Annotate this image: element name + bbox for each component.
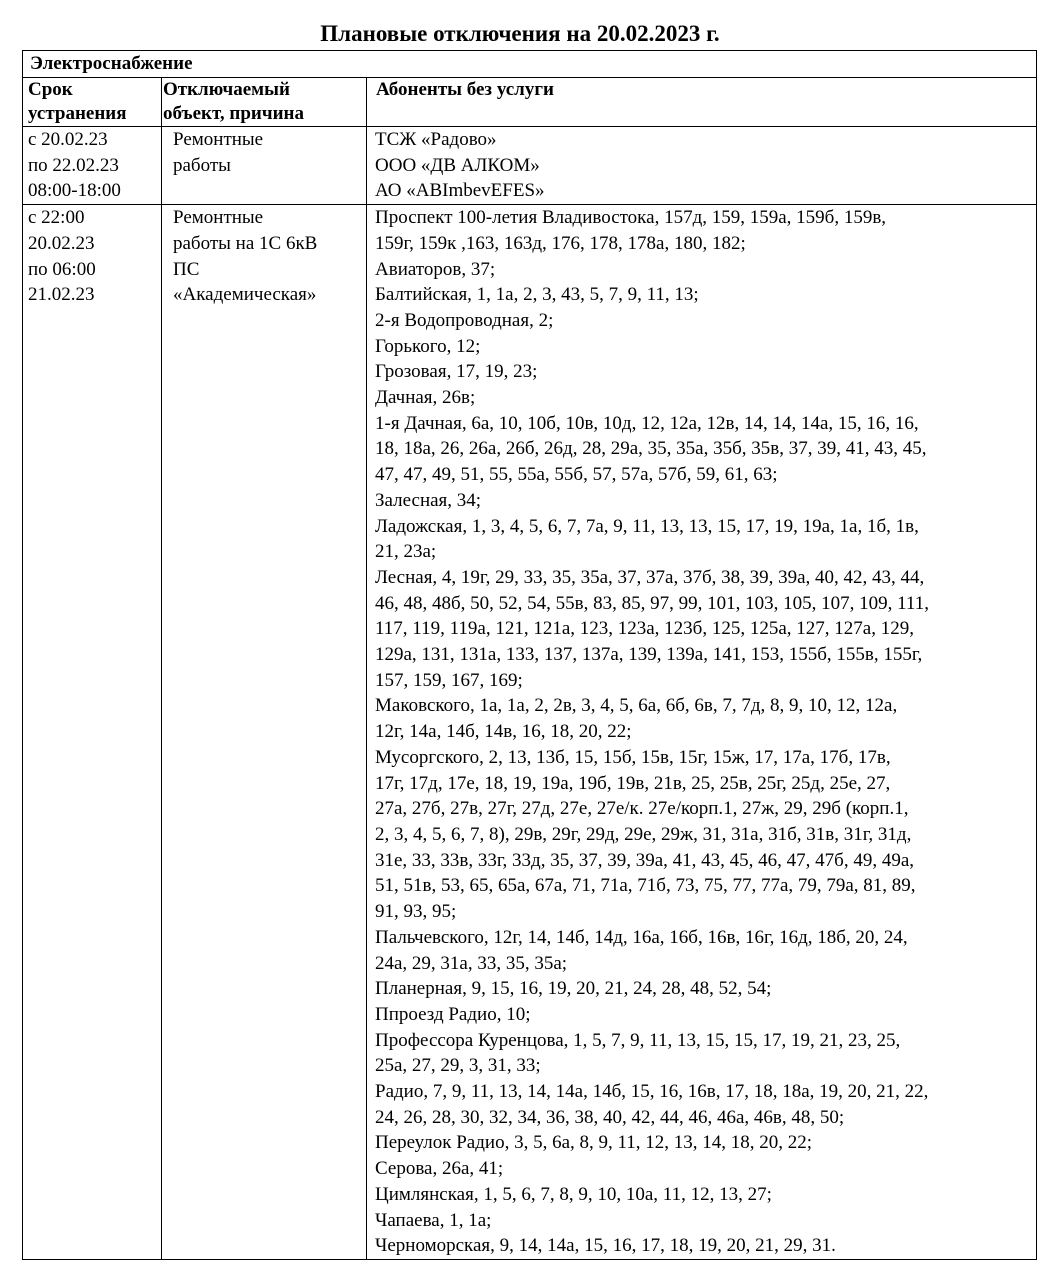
- cell-line: 117, 119, 119а, 121, 121а, 123, 123а, 123б, 125, 125а, 127, 127а, 129,: [375, 618, 914, 640]
- cell-line: «Академическая»: [173, 284, 317, 306]
- cell-line: Мусоргского, 2, 13, 13б, 15, 15б, 15в, 15г, 15ж, 17, 17а, 17б, 17в,: [375, 746, 891, 768]
- cell-line: 08:00-18:00: [28, 180, 121, 202]
- cell-line: 25а, 27, 29, 3, 31, 33;: [375, 1055, 541, 1077]
- term-cell: [23, 205, 162, 1260]
- cell-line: ТСЖ «Радово»: [375, 129, 497, 150]
- cell-line: 51, 51в, 53, 65, 65а, 67а, 71, 71а, 71б, 73, 75, 77, 77а, 79, 79а, 81, 89,: [375, 875, 916, 897]
- term-cell: [23, 127, 162, 205]
- cell-line: АО «ABImbevEFES»: [375, 180, 545, 202]
- cell-line: работы на 1С 6кВ: [173, 232, 318, 254]
- cell-line: Авиаторов, 37;: [375, 258, 496, 280]
- cell-line: 20.02.23: [28, 232, 95, 254]
- cell-line: 91, 93, 95;: [375, 901, 457, 923]
- cell-line: с 20.02.23: [28, 129, 108, 150]
- cell-line: объект, причина: [163, 103, 304, 124]
- cell-line: Срок: [28, 79, 73, 100]
- cell-line: Цимлянская, 1, 5, 6, 7, 8, 9, 10, 10а, 11, 12, 13, 27;: [375, 1183, 772, 1205]
- cell-line: Абоненты без услуги: [376, 79, 554, 100]
- subscribers-cell: [367, 127, 1037, 205]
- cell-line: 17г, 17д, 17е, 18, 19, 19а, 19б, 19в, 21в, 25, 25в, 25г, 25д, 25е, 27,: [375, 772, 891, 794]
- cell-line: Ремонтные: [173, 129, 264, 150]
- cell-line: 24, 26, 28, 30, 32, 34, 36, 38, 40, 42, 44, 46, 46а, 46в, 48, 50;: [375, 1106, 845, 1128]
- table-row: [23, 205, 1037, 1260]
- cell-line: Балтийская, 1, 1а, 2, 3, 43, 5, 7, 9, 11, 13;: [375, 284, 699, 306]
- cell-line: ООО «ДВ АЛКОМ»: [375, 154, 540, 176]
- cell-line: 18, 18а, 26, 26а, 26б, 26д, 28, 29а, 35, 35а, 35б, 35в, 37, 39, 41, 43, 45,: [375, 438, 927, 460]
- cell-line: Дачная, 26в;: [375, 387, 476, 409]
- cell-line: 157, 159, 167, 169;: [375, 669, 523, 691]
- subscribers-cell: [367, 205, 1037, 1260]
- cell-line: 1-я Дачная, 6а, 10, 10б, 10в, 10д, 12, 12а, 12в, 14, 14, 14а, 15, 16, 16,: [375, 412, 919, 434]
- cell-line: Серова, 26а, 41;: [375, 1158, 504, 1180]
- object-cell: [162, 127, 367, 205]
- cell-line: 46, 48, 48б, 50, 52, 54, 55в, 83, 85, 97, 99, 101, 103, 105, 107, 109, 111,: [375, 592, 929, 614]
- cell-line: 12г, 14а, 14б, 14в, 16, 18, 20, 22;: [375, 721, 632, 743]
- cell-line: Пальчевского, 12г, 14, 14б, 14д, 16а, 16б, 16в, 16г, 16д, 18б, 20, 24,: [375, 926, 908, 948]
- cell-line: Ремонтные: [173, 207, 264, 229]
- cell-line: Переулок Радио, 3, 5, 6а, 8, 9, 11, 12, 13, 14, 18, 20, 22;: [375, 1132, 813, 1154]
- cell-line: Черноморская, 9, 14, 14а, 15, 16, 17, 18, 19, 20, 21, 29, 31.: [375, 1235, 836, 1257]
- cell-line: 159г, 159к ,163, 163д, 176, 178, 178а, 180, 182;: [375, 232, 746, 254]
- header-object: [162, 78, 367, 127]
- cell-line: 21, 23а;: [375, 541, 437, 563]
- cell-line: Чапаева, 1, 1а;: [375, 1209, 492, 1231]
- cell-line: 47, 47, 49, 51, 55, 55а, 55б, 57, 57а, 57б, 59, 61, 63;: [375, 464, 778, 486]
- cell-line: Маковского, 1а, 1а, 2, 2в, 3, 4, 5, 6а, 6б, 6в, 7, 7д, 8, 9, 10, 12, 12а,: [375, 695, 898, 717]
- cell-line: Грозовая, 17, 19, 23;: [375, 361, 538, 383]
- cell-line: 24а, 29, 31а, 33, 35, 35а;: [375, 952, 568, 974]
- cell-line: с 22:00: [28, 207, 85, 229]
- section-title: Электроснабжение: [23, 51, 1037, 78]
- section-row: [23, 51, 1037, 78]
- cell-line: 2-я Водопроводная, 2;: [375, 309, 554, 331]
- cell-line: Радио, 7, 9, 11, 13, 14, 14а, 14б, 15, 16, 16в, 17, 18, 18а, 19, 20, 21, 22,: [375, 1081, 929, 1103]
- outage-table: [22, 50, 1037, 1260]
- page-title: Плановые отключения на 20.02.2023 г.: [320, 21, 720, 46]
- header-subscribers: [367, 78, 1037, 127]
- cell-line: Лесная, 4, 19г, 29, 33, 35, 35а, 37, 37а, 37б, 38, 39, 39а, 40, 42, 43, 44,: [375, 566, 925, 588]
- cell-line: Проспект 100-летия Владивостока, 157д, 159, 159а, 159б, 159в,: [375, 207, 887, 229]
- table-row: [23, 127, 1037, 205]
- header-term: [23, 78, 162, 127]
- cell-line: ПС: [173, 258, 200, 280]
- cell-line: Ппроезд Радио, 10;: [375, 1003, 531, 1025]
- cell-line: по 06:00: [28, 258, 96, 280]
- header-row: [23, 78, 1037, 127]
- cell-line: Залесная, 34;: [375, 489, 482, 511]
- cell-line: работы: [173, 154, 231, 176]
- cell-line: Профессора Куренцова, 1, 5, 7, 9, 11, 13, 15, 15, 17, 19, 21, 23, 25,: [375, 1029, 901, 1051]
- cell-line: Горького, 12;: [375, 335, 481, 357]
- cell-line: Планерная, 9, 15, 16, 19, 20, 21, 24, 28, 48, 52, 54;: [375, 978, 772, 1000]
- cell-line: 27а, 27б, 27в, 27г, 27д, 27е, 27е/к. 27е/корп.1, 27ж, 29, 29б (корп.1,: [375, 798, 909, 820]
- cell-line: Отключаемый: [163, 79, 290, 100]
- cell-line: по 22.02.23: [28, 154, 119, 176]
- cell-line: устранения: [28, 103, 127, 124]
- cell-line: 31е, 33, 33в, 33г, 33д, 35, 37, 39, 39а, 41, 43, 45, 46, 47, 47б, 49, 49а,: [375, 849, 915, 871]
- cell-line: Ладожская, 1, 3, 4, 5, 6, 7, 7а, 9, 11, 13, 13, 15, 17, 19, 19а, 1а, 1б, 1в,: [375, 515, 919, 537]
- cell-line: 129а, 131, 131а, 133, 137, 137а, 139, 139а, 141, 153, 155б, 155в, 155г,: [375, 644, 923, 666]
- cell-line: 21.02.23: [28, 284, 95, 306]
- cell-line: 2, 3, 4, 5, 6, 7, 8), 29в, 29г, 29д, 29е, 29ж, 31, 31а, 31б, 31в, 31г, 31д,: [375, 823, 912, 845]
- object-cell: [162, 205, 367, 1260]
